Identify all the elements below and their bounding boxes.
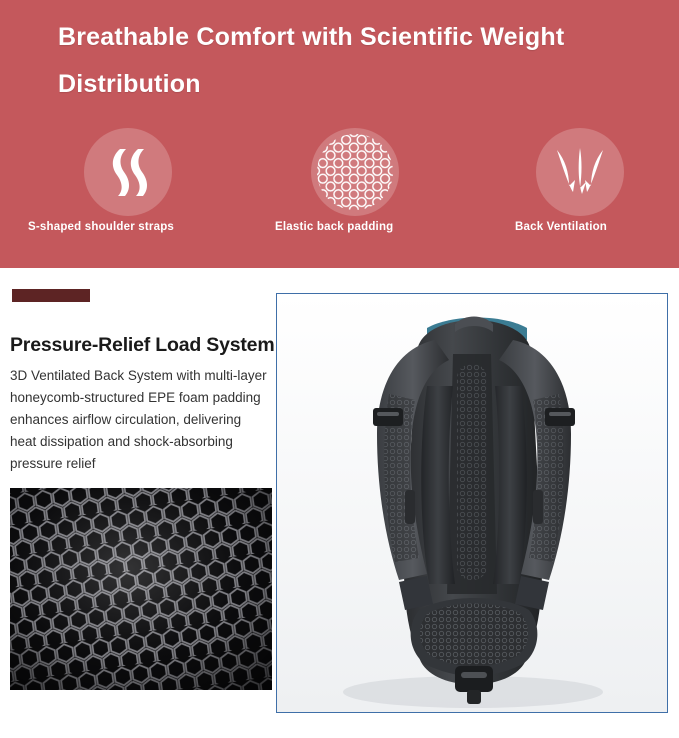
banner-title: Breathable Comfort with Scientific Weight Distribution xyxy=(58,23,565,98)
honeycomb-mesh-closeup-photo xyxy=(10,488,272,690)
s-shaped-straps-icon xyxy=(84,128,172,216)
ventilation-airflow-icon xyxy=(536,128,624,216)
mesh-padding-icon xyxy=(311,128,399,216)
feature-row xyxy=(0,128,679,258)
backpack-back-panel-photo xyxy=(276,293,668,713)
section-title: Pressure-Relief Load System xyxy=(10,334,275,356)
feature-item-ventilation xyxy=(470,128,679,258)
lower-section xyxy=(0,268,679,738)
hero-banner xyxy=(0,0,679,268)
section-body-text: 3D Ventilated Back System with multi-layer honeycomb-structured EPE foam padding enhances airflow circulation, delivering heat dissipation and shock-absorbing pressure relief xyxy=(10,368,267,471)
feature-label: S-shaped shoulder straps xyxy=(28,221,175,233)
accent-bar xyxy=(12,289,90,302)
feature-item-back-padding xyxy=(245,128,465,258)
feature-item-shoulder-straps xyxy=(18,128,238,258)
feature-label: Back Ventilation xyxy=(515,221,608,233)
feature-label: Elastic back padding xyxy=(275,221,394,233)
